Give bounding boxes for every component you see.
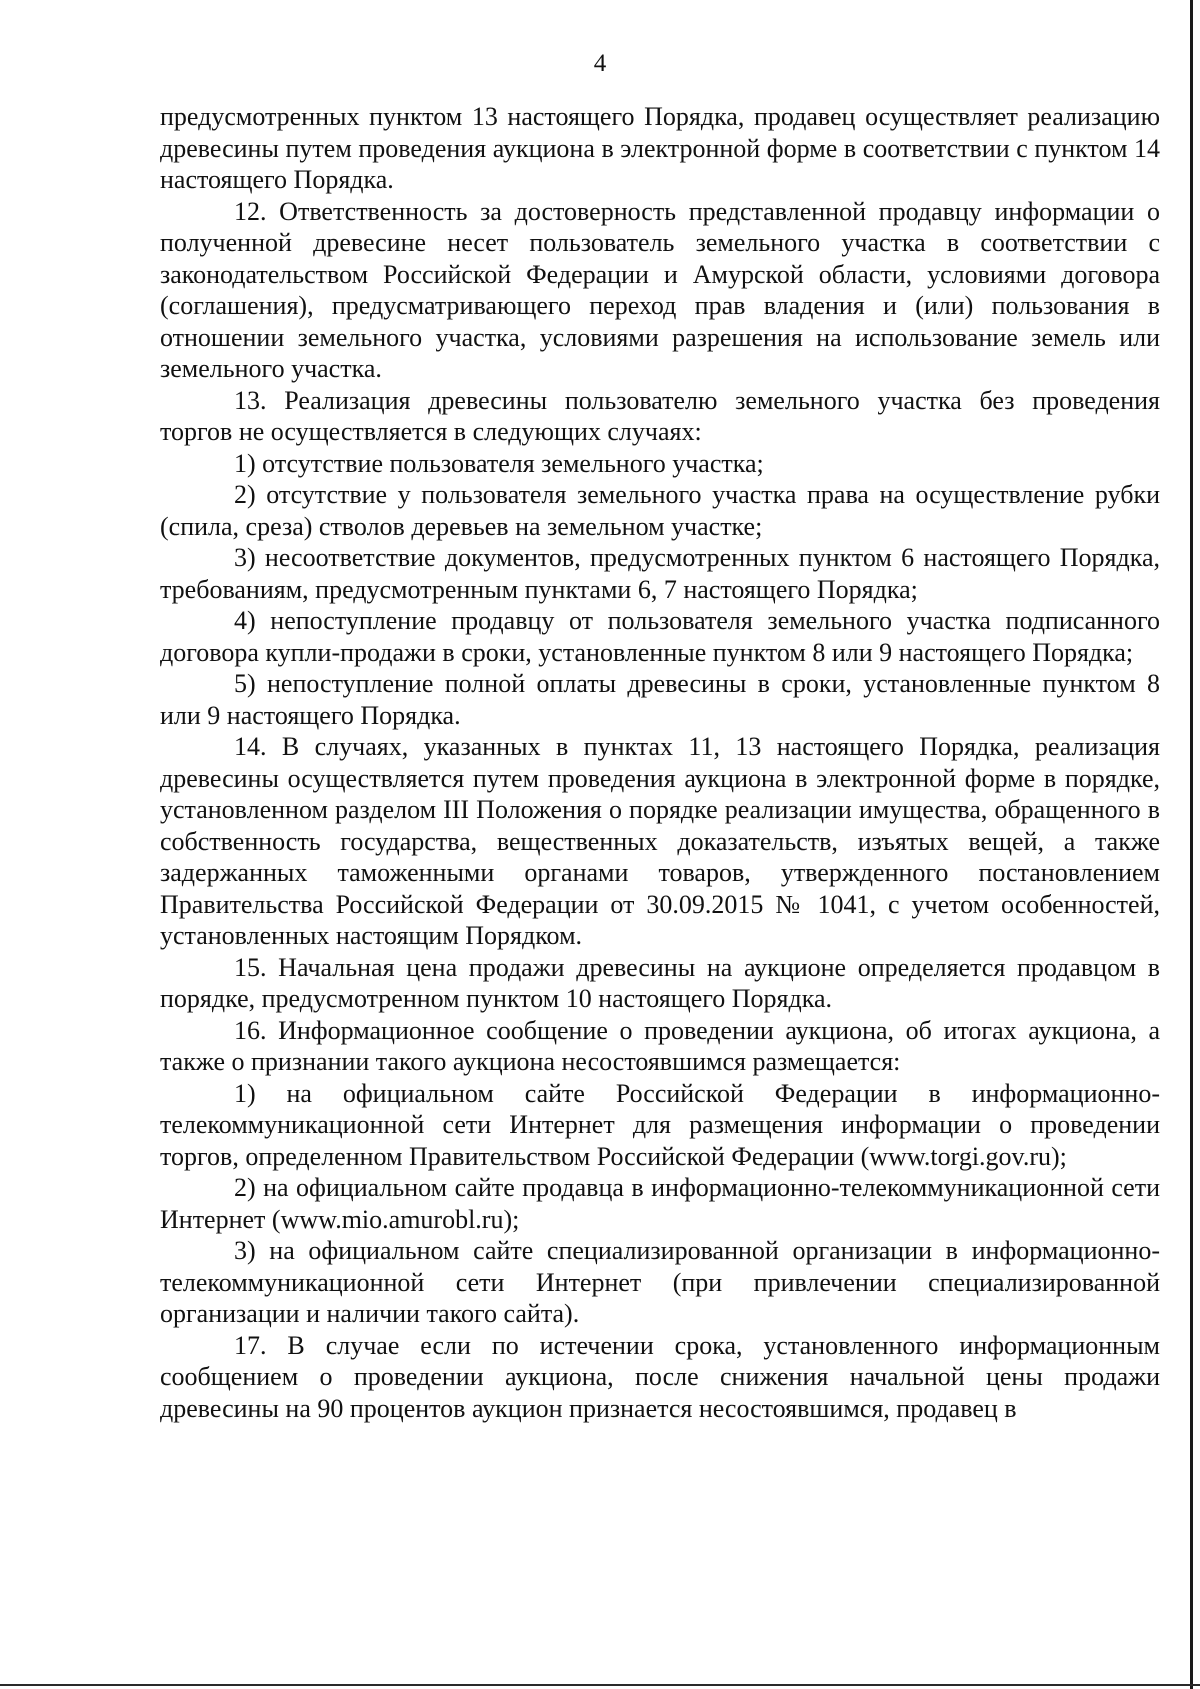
paragraph-12: 12. Ответственность за достоверность представленной продавцу информации о полученной древесине несет пользователь земельного участка в соответствии с законодательством Российской Федерации и Амурской области, условиями договора (соглашения), предусматривающего переход прав владения и (или) пользования в отношении земельного участка, условиями разрешения на использование земель или земельного участка.: [160, 196, 1160, 383]
paragraph-13: 13. Реализация древесины пользователю земельного участка без проведения торгов не осуществляется в следующих случаях:: [160, 385, 1160, 446]
paragraph-16-item-2: 2) на официальном сайте продавца в информационно-телекоммуникационной сети Интернет (www.mio.amurobl.ru);: [160, 1173, 1160, 1234]
paragraph-16: 16. Информационное сообщение о проведении аукциона, об итогах аукциона, а также о признании такого аукциона несостоявшимся размещается:: [160, 1015, 1160, 1076]
paragraph-17: 17. В случае если по истечении срока, установленного информационным сообщением о проведении аукциона, после снижения начальной цены продажи древесины на 90 процентов аукцион признается несостоявшимся, продавец в: [160, 1330, 1160, 1423]
paragraph-13-item-4: 4) непоступление продавцу от пользователя земельного участка подписанного договора купли-продажи в сроки, установленные пунктом 8 или 9 настоящего Порядка;: [160, 606, 1160, 667]
document-body: [160, 101, 1160, 1424]
paragraph-13-item-3: 3) несоответствие документов, предусмотренных пунктом 6 настоящего Порядка, требованиям, предусмотренным пунктами 6, 7 настоящего Порядка;: [160, 543, 1160, 604]
page-number: 4: [593, 50, 607, 77]
paragraph-14: 14. В случаях, указанных в пунктах 11, 13 настоящего Порядка, реализация древесины осуществляется путем проведения аукциона в электронной форме в порядке, установленном разделом III Положения о порядке реализации имущества, обращенного в собственность государства, вещественных доказательств, изъятых вещей, а также задержанных таможенными органами товаров, утвержденного постановлением Правительства Российской Федерации от 30.09.2015 № 1041, с учетом особенностей, установленных настоящим Порядком.: [160, 732, 1160, 950]
paragraph-16-item-3: 3) на официальном сайте специализированной организации в информационно-телекоммуникационной сети Интернет (при привлечении специализированной организации и наличии такого сайта).: [160, 1236, 1160, 1328]
paragraph-13-item-5: 5) непоступление полной оплаты древесины в сроки, установленные пунктом 8 или 9 настоящего Порядка.: [160, 669, 1160, 730]
paragraph-13-item-2: 2) отсутствие у пользователя земельного участка права на осуществление рубки (спила, среза) стволов деревьев на земельном участке;: [160, 480, 1160, 541]
scan-edge-bottom: [0, 1684, 1200, 1686]
paragraph-16-item-1: 1) на официальном сайте Российской Федерации в информационно-телекоммуникационной сети Интернет для размещения информации о проведении торгов, определенном Правительством Российской Федерации (www.torgi.gov.ru);: [160, 1078, 1160, 1171]
paragraph-15: 15. Начальная цена продажи древесины на аукционе определяется продавцом в порядке, предусмотренном пунктом 10 настоящего Порядка.: [160, 952, 1160, 1013]
paragraph-continuation: предусмотренных пунктом 13 настоящего Порядка, продавец осуществляет реализацию древесины путем проведения аукциона в электронной форме в соответствии с пунктом 14 настоящего Порядка.: [160, 102, 1160, 194]
scan-edge-right: [1190, 0, 1193, 1689]
paragraph-13-item-1: 1) отсутствие пользователя земельного участка;: [234, 448, 764, 478]
